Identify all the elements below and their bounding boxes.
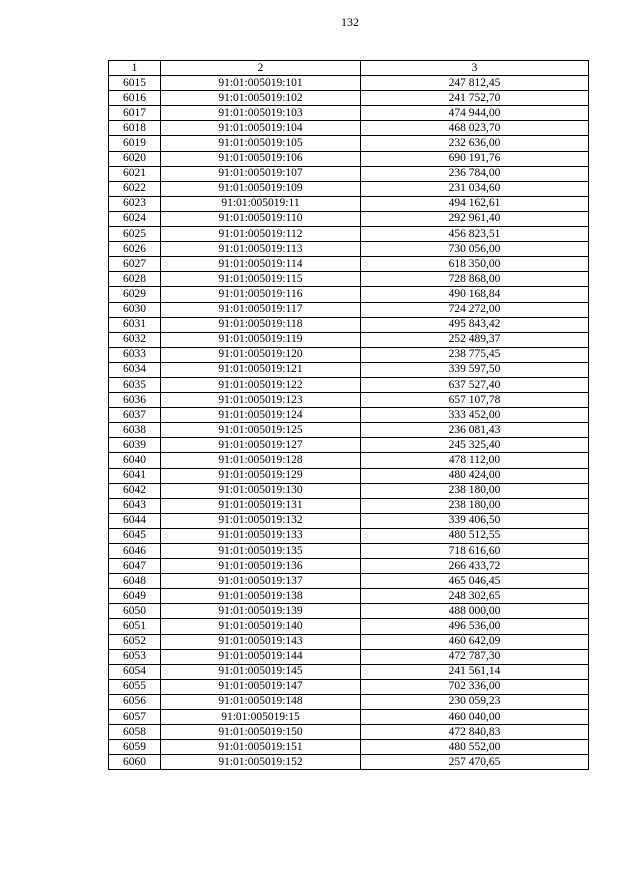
- table-row: [109, 664, 589, 679]
- cadastral-number-cell: 91:01:005019:120: [161, 347, 361, 362]
- table-row: [109, 483, 589, 498]
- table-header-row: [109, 61, 589, 76]
- value-cell: 230 059,23: [361, 694, 589, 709]
- value-cell: 238 180,00: [361, 483, 589, 498]
- table-row: [109, 528, 589, 543]
- cadastral-number-cell: 91:01:005019:137: [161, 574, 361, 589]
- table-row: [109, 76, 589, 91]
- table-row: [109, 347, 589, 362]
- row-number-cell: 6046: [109, 544, 161, 559]
- row-number-cell: 6038: [109, 423, 161, 438]
- row-number-cell: 6056: [109, 694, 161, 709]
- table-row: [109, 136, 589, 151]
- table-row: [109, 181, 589, 196]
- value-cell: 241 561,14: [361, 664, 589, 679]
- cadastral-number-cell: 91:01:005019:140: [161, 619, 361, 634]
- value-cell: 718 616,60: [361, 544, 589, 559]
- cadastral-number-cell: 91:01:005019:151: [161, 740, 361, 755]
- row-number-cell: 6052: [109, 634, 161, 649]
- row-number-cell: 6058: [109, 725, 161, 740]
- cadastral-number-cell: 91:01:005019:129: [161, 468, 361, 483]
- cadastral-number-cell: 91:01:005019:109: [161, 181, 361, 196]
- row-number-cell: 6027: [109, 257, 161, 272]
- table-row: [109, 408, 589, 423]
- table-row: [109, 317, 589, 332]
- value-cell: 266 433,72: [361, 559, 589, 574]
- value-cell: 618 350,00: [361, 257, 589, 272]
- table-row: [109, 453, 589, 468]
- row-number-cell: 6057: [109, 710, 161, 725]
- value-cell: 490 168,84: [361, 287, 589, 302]
- table-row: [109, 272, 589, 287]
- table-row: [109, 649, 589, 664]
- value-cell: 236 784,00: [361, 166, 589, 181]
- table-row: [109, 634, 589, 649]
- row-number-cell: 6015: [109, 76, 161, 91]
- value-cell: 247 812,45: [361, 76, 589, 91]
- cadastral-number-cell: 91:01:005019:133: [161, 528, 361, 543]
- table-row: [109, 740, 589, 755]
- row-number-cell: 6055: [109, 679, 161, 694]
- row-number-cell: 6040: [109, 453, 161, 468]
- row-number-cell: 6023: [109, 196, 161, 211]
- table-row: [109, 377, 589, 392]
- cadastral-number-cell: 91:01:005019:138: [161, 589, 361, 604]
- value-cell: 257 470,65: [361, 755, 589, 770]
- cadastral-number-cell: 91:01:005019:119: [161, 332, 361, 347]
- value-cell: 480 424,00: [361, 468, 589, 483]
- table-row: [109, 121, 589, 136]
- cadastral-number-cell: 91:01:005019:136: [161, 559, 361, 574]
- cadastral-number-cell: 91:01:005019:143: [161, 634, 361, 649]
- table-body: [109, 76, 589, 770]
- table-row: [109, 725, 589, 740]
- cadastral-number-cell: 91:01:005019:128: [161, 453, 361, 468]
- cadastral-number-cell: 91:01:005019:104: [161, 121, 361, 136]
- cadastral-number-cell: 91:01:005019:115: [161, 272, 361, 287]
- value-cell: 480 512,55: [361, 528, 589, 543]
- cadastral-number-cell: 91:01:005019:150: [161, 725, 361, 740]
- row-number-cell: 6053: [109, 649, 161, 664]
- row-number-cell: 6025: [109, 227, 161, 242]
- table-row: [109, 589, 589, 604]
- value-cell: 690 191,76: [361, 151, 589, 166]
- row-number-cell: 6035: [109, 377, 161, 392]
- cadastral-number-cell: 91:01:005019:132: [161, 513, 361, 528]
- cadastral-number-cell: 91:01:005019:117: [161, 302, 361, 317]
- row-number-cell: 6022: [109, 181, 161, 196]
- value-cell: 495 843,42: [361, 317, 589, 332]
- cadastral-number-cell: 91:01:005019:148: [161, 694, 361, 709]
- cadastral-number-cell: 91:01:005019:139: [161, 604, 361, 619]
- row-number-cell: 6030: [109, 302, 161, 317]
- value-cell: 468 023,70: [361, 121, 589, 136]
- row-number-cell: 6037: [109, 408, 161, 423]
- table-row: [109, 619, 589, 634]
- value-cell: 702 336,00: [361, 679, 589, 694]
- row-number-cell: 6032: [109, 332, 161, 347]
- row-number-cell: 6043: [109, 498, 161, 513]
- value-cell: 465 046,45: [361, 574, 589, 589]
- row-number-cell: 6041: [109, 468, 161, 483]
- row-number-cell: 6024: [109, 211, 161, 226]
- row-number-cell: 6054: [109, 664, 161, 679]
- table-row: [109, 468, 589, 483]
- cadastral-number-cell: 91:01:005019:103: [161, 106, 361, 121]
- value-cell: 478 112,00: [361, 453, 589, 468]
- row-number-cell: 6017: [109, 106, 161, 121]
- value-cell: 339 406,50: [361, 513, 589, 528]
- column-header-1: 1: [109, 61, 161, 76]
- row-number-cell: 6034: [109, 362, 161, 377]
- table-row: [109, 559, 589, 574]
- value-cell: 488 000,00: [361, 604, 589, 619]
- value-cell: 728 868,00: [361, 272, 589, 287]
- cadastral-number-cell: 91:01:005019:101: [161, 76, 361, 91]
- table-row: [109, 257, 589, 272]
- column-header-3: 3: [361, 61, 589, 76]
- table-row: [109, 679, 589, 694]
- value-cell: 460 642,09: [361, 634, 589, 649]
- value-cell: 236 081,43: [361, 423, 589, 438]
- row-number-cell: 6028: [109, 272, 161, 287]
- row-number-cell: 6029: [109, 287, 161, 302]
- table-row: [109, 694, 589, 709]
- cadastral-number-cell: 91:01:005019:147: [161, 679, 361, 694]
- table-row: [109, 393, 589, 408]
- cadastral-number-cell: 91:01:005019:105: [161, 136, 361, 151]
- cadastral-number-cell: 91:01:005019:112: [161, 227, 361, 242]
- table-row: [109, 755, 589, 770]
- cadastral-number-cell: 91:01:005019:131: [161, 498, 361, 513]
- value-cell: 494 162,61: [361, 196, 589, 211]
- row-number-cell: 6039: [109, 438, 161, 453]
- cadastral-number-cell: 91:01:005019:145: [161, 664, 361, 679]
- cadastral-number-cell: 91:01:005019:121: [161, 362, 361, 377]
- cadastral-number-cell: 91:01:005019:123: [161, 393, 361, 408]
- cadastral-number-cell: 91:01:005019:15: [161, 710, 361, 725]
- value-cell: 480 552,00: [361, 740, 589, 755]
- cadastral-number-cell: 91:01:005019:124: [161, 408, 361, 423]
- cadastral-value-table: [108, 60, 589, 770]
- row-number-cell: 6019: [109, 136, 161, 151]
- cadastral-number-cell: 91:01:005019:130: [161, 483, 361, 498]
- value-cell: 496 536,00: [361, 619, 589, 634]
- value-cell: 238 775,45: [361, 347, 589, 362]
- table-row: [109, 513, 589, 528]
- cadastral-number-cell: 91:01:005019:144: [161, 649, 361, 664]
- cadastral-number-cell: 91:01:005019:125: [161, 423, 361, 438]
- row-number-cell: 6021: [109, 166, 161, 181]
- table-row: [109, 211, 589, 226]
- table-row: [109, 242, 589, 257]
- value-cell: 241 752,70: [361, 91, 589, 106]
- table-row: [109, 91, 589, 106]
- row-number-cell: 6050: [109, 604, 161, 619]
- table-row: [109, 106, 589, 121]
- value-cell: 730 056,00: [361, 242, 589, 257]
- row-number-cell: 6047: [109, 559, 161, 574]
- value-cell: 460 040,00: [361, 710, 589, 725]
- row-number-cell: 6020: [109, 151, 161, 166]
- table-row: [109, 166, 589, 181]
- table-row: [109, 196, 589, 211]
- cadastral-number-cell: 91:01:005019:107: [161, 166, 361, 181]
- cadastral-number-cell: 91:01:005019:127: [161, 438, 361, 453]
- value-cell: 231 034,60: [361, 181, 589, 196]
- cadastral-number-cell: 91:01:005019:116: [161, 287, 361, 302]
- row-number-cell: 6036: [109, 393, 161, 408]
- value-cell: 292 961,40: [361, 211, 589, 226]
- row-number-cell: 6042: [109, 483, 161, 498]
- cadastral-number-cell: 91:01:005019:135: [161, 544, 361, 559]
- cadastral-number-cell: 91:01:005019:152: [161, 755, 361, 770]
- table-row: [109, 498, 589, 513]
- value-cell: 339 597,50: [361, 362, 589, 377]
- row-number-cell: 6031: [109, 317, 161, 332]
- cadastral-number-cell: 91:01:005019:118: [161, 317, 361, 332]
- row-number-cell: 6059: [109, 740, 161, 755]
- cadastral-number-cell: 91:01:005019:113: [161, 242, 361, 257]
- value-cell: 248 302,65: [361, 589, 589, 604]
- row-number-cell: 6060: [109, 755, 161, 770]
- row-number-cell: 6049: [109, 589, 161, 604]
- table-row: [109, 438, 589, 453]
- value-cell: 472 840,83: [361, 725, 589, 740]
- value-cell: 472 787,30: [361, 649, 589, 664]
- cadastral-number-cell: 91:01:005019:110: [161, 211, 361, 226]
- table-row: [109, 544, 589, 559]
- table-row: [109, 332, 589, 347]
- value-cell: 657 107,78: [361, 393, 589, 408]
- cadastral-number-cell: 91:01:005019:106: [161, 151, 361, 166]
- table-row: [109, 710, 589, 725]
- value-cell: 238 180,00: [361, 498, 589, 513]
- value-cell: 456 823,51: [361, 227, 589, 242]
- value-cell: 474 944,00: [361, 106, 589, 121]
- row-number-cell: 6045: [109, 528, 161, 543]
- table-row: [109, 423, 589, 438]
- cadastral-number-cell: 91:01:005019:114: [161, 257, 361, 272]
- table-row: [109, 287, 589, 302]
- row-number-cell: 6033: [109, 347, 161, 362]
- table-row: [109, 151, 589, 166]
- table-row: [109, 302, 589, 317]
- row-number-cell: 6026: [109, 242, 161, 257]
- row-number-cell: 6018: [109, 121, 161, 136]
- value-cell: 637 527,40: [361, 377, 589, 392]
- row-number-cell: 6016: [109, 91, 161, 106]
- row-number-cell: 6051: [109, 619, 161, 634]
- table-row: [109, 362, 589, 377]
- value-cell: 245 325,40: [361, 438, 589, 453]
- table-row: [109, 574, 589, 589]
- cadastral-number-cell: 91:01:005019:102: [161, 91, 361, 106]
- page-number: 132: [341, 15, 359, 29]
- value-cell: 333 452,00: [361, 408, 589, 423]
- cadastral-number-cell: 91:01:005019:122: [161, 377, 361, 392]
- value-cell: 724 272,00: [361, 302, 589, 317]
- row-number-cell: 6048: [109, 574, 161, 589]
- row-number-cell: 6044: [109, 513, 161, 528]
- value-cell: 252 489,37: [361, 332, 589, 347]
- cadastral-number-cell: 91:01:005019:11: [161, 196, 361, 211]
- column-header-2: 2: [161, 61, 361, 76]
- table-row: [109, 604, 589, 619]
- table-row: [109, 227, 589, 242]
- value-cell: 232 636,00: [361, 136, 589, 151]
